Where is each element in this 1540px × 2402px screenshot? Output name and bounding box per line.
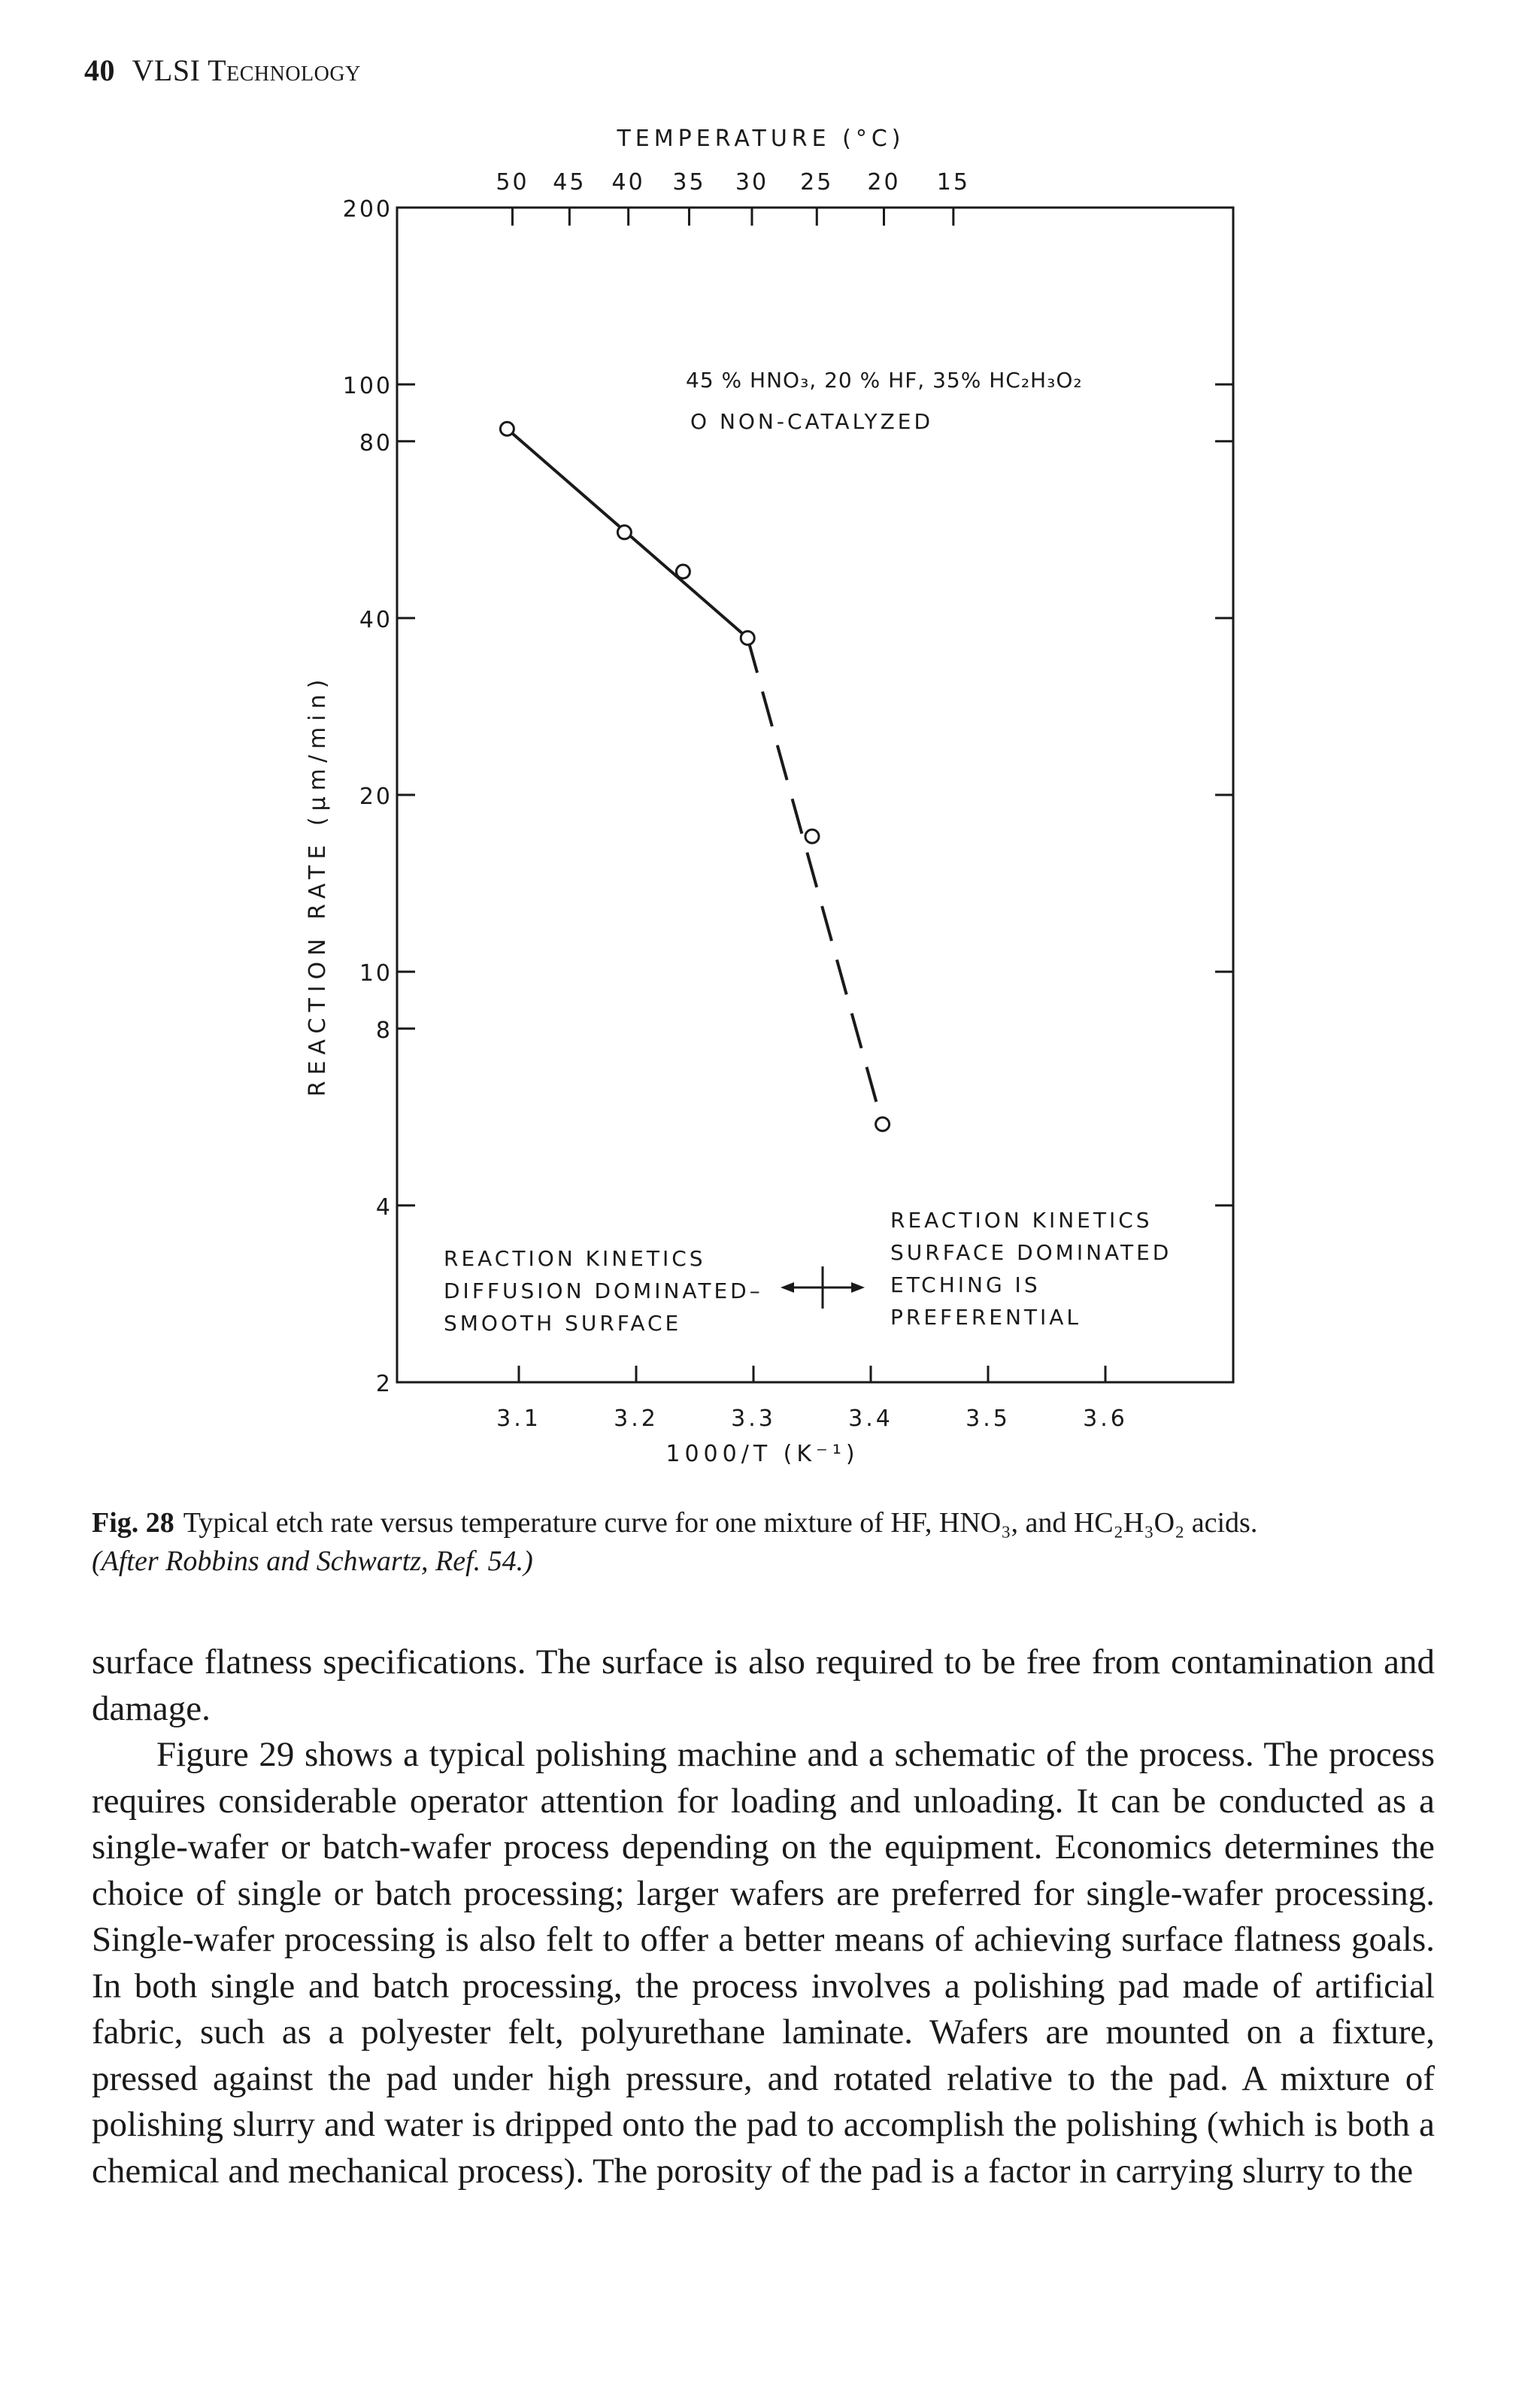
- annotation-left-line: DIFFUSION DOMINATED–: [444, 1278, 763, 1303]
- annotation-right-line: REACTION KINETICS: [890, 1208, 1153, 1233]
- data-point: [500, 422, 514, 435]
- data-point: [676, 565, 690, 578]
- top-tick-label: 30: [735, 169, 769, 196]
- x-tick-label: 3.2: [614, 1406, 659, 1432]
- y-tick-label: 10: [359, 960, 393, 987]
- arrow-left-head: [781, 1282, 794, 1293]
- figure-label: Fig. 28: [92, 1507, 174, 1539]
- y-tick-label: 20: [359, 784, 393, 810]
- y-tick-label: 200: [342, 196, 393, 223]
- dashed-fit-line: [747, 638, 882, 1124]
- y-tick-label: 4: [375, 1193, 393, 1221]
- figure-caption: [92, 1504, 1453, 1582]
- arrow-right-head: [851, 1282, 865, 1293]
- caption-credit: (After Robbins and Schwartz, Ref. 54.): [92, 1545, 533, 1578]
- annotation-right-line: PREFERENTIAL: [890, 1305, 1082, 1330]
- paragraph-2: Figure 29 shows a typical polishing machine and a schematic of the process. The process requires considerable operator attention for loading and unloading. It can be conducted as a single-wafer or batch-wafer process depending on the equipment. Economics determines the choice of single or batch processing; larger wafers are preferred for single-wafer processing. Single-wafer processing is also felt to offer a better means of achieving surface flatness goals. In both single and batch processing, the process involves a polishing pad made of artificial fabric, such as a polyester felt, polyurethane laminate. Wafers are mounted on a fixture, pressed against the pad under high pressure, and rotated relative to the pad. A mixture of polishing slurry and water is dripped onto the pad to accomplish the polishing (which is both a chemical and mechanical process). The porosity of the pad is a factor in carrying slurry to the: [92, 1735, 1435, 2191]
- x-tick-label: 3.6: [1083, 1406, 1128, 1432]
- x-tick-label: 3.3: [731, 1406, 776, 1432]
- top-tick-label: 15: [936, 169, 970, 196]
- top-tick-label: 50: [496, 169, 529, 196]
- y-tick-label: 2: [375, 1371, 393, 1397]
- y-tick-label: 80: [359, 429, 393, 456]
- y-tick-label: 100: [342, 373, 393, 400]
- y-tick-label: 40: [359, 606, 393, 633]
- y-tick-label: 8: [375, 1017, 393, 1044]
- legend-mixture: 45 % HNO₃, 20 % HF, 35% HC₂H₃O₂: [686, 368, 1083, 393]
- top-tick-label: 40: [611, 169, 645, 196]
- top-axis-title: TEMPERATURE (°C): [617, 126, 905, 152]
- running-title: VLSI Technology: [132, 53, 361, 87]
- legend-marker-label: O NON-CATALYZED: [690, 409, 934, 434]
- caption-text: Typical etch rate versus temperature curve for one mixture of HF, HNO₃, and HC₂H₃O₂ acids.: [183, 1507, 1258, 1539]
- top-tick-label: 25: [800, 169, 834, 196]
- annotation-left-line: REACTION KINETICS: [444, 1246, 706, 1271]
- page-number: 40: [84, 53, 115, 87]
- annotation-right-line: ETCHING IS: [890, 1272, 1041, 1297]
- paragraph-1: surface flatness specifications. The surface is also required to be free from contamination and damage.: [92, 1642, 1435, 1728]
- top-tick-label: 35: [672, 169, 706, 196]
- x-axis-title: 1000/T (K⁻¹): [665, 1441, 859, 1467]
- x-tick-label: 3.1: [496, 1406, 541, 1432]
- annotation-right-line: SURFACE DOMINATED: [890, 1240, 1172, 1265]
- top-tick-label: 45: [553, 169, 587, 196]
- top-tick-label: 20: [867, 169, 901, 196]
- annotation-left-line: SMOOTH SURFACE: [444, 1311, 682, 1336]
- y-axis-title: REACTION RATE (μm/min): [305, 673, 331, 1097]
- data-point: [876, 1118, 890, 1131]
- x-tick-label: 3.5: [966, 1406, 1011, 1432]
- x-tick-label: 3.4: [848, 1406, 893, 1432]
- data-point: [741, 631, 754, 644]
- data-point: [805, 829, 819, 843]
- body-text: [92, 1639, 1435, 2194]
- data-point: [617, 526, 631, 539]
